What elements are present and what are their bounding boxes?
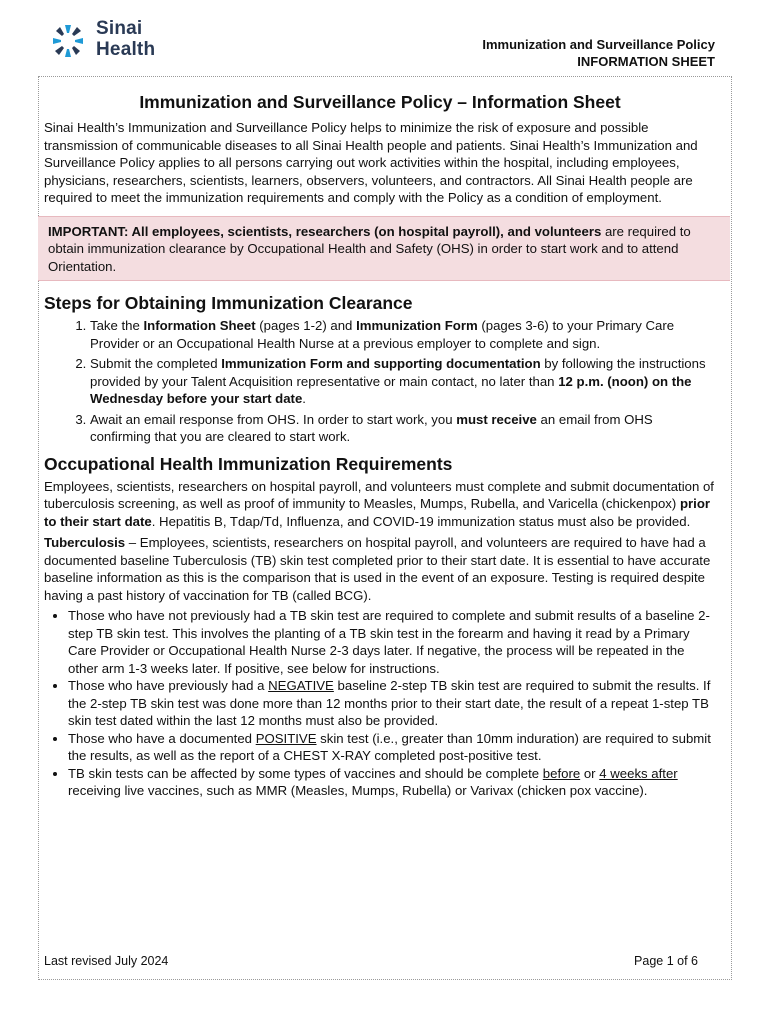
step-item: 2. Submit the completed Immunization Form and supporting documentation by following the instructions provided by your Talent Acquisition representative or main contact, no later than 12 p.m. (noon) on the Wednesday before your start date. bbox=[90, 355, 716, 408]
list-item: • TB skin tests can be affected by some types of vaccines and should be complete before or 4 weeks after receiving live vaccines, such as MMR (Measles, Mumps, Rubella) or Varivax (chicken pox vaccine). bbox=[68, 765, 716, 800]
logo-wordmark bbox=[96, 18, 155, 60]
footer-revised-date: Last revised July 2024 bbox=[44, 954, 169, 968]
list-item: • Those who have a documented POSITIVE skin test (i.e., greater than 10mm induration) are required to submit the results, as well as the report of a CHEST X-RAY completed post-positive test. bbox=[68, 730, 716, 765]
list-item: • Those who have previously had a NEGATIVE baseline 2-step TB skin test are required to submit the results. If the 2-step TB skin test was done more than 12 months prior to their start date, the result of a repeat 1-step TB skin test dated within the last 12 months must also be provided. bbox=[68, 677, 716, 730]
steps-list bbox=[44, 317, 716, 446]
document-header bbox=[482, 36, 715, 70]
requirements-heading: Occupational Health Immunization Requirements bbox=[44, 453, 453, 474]
step-item: 3. Await an email response from OHS. In order to start work, you must receive an email from OHS confirming that you are cleared to start work. bbox=[90, 411, 716, 446]
header-title-line-1: Immunization and Surveillance Policy bbox=[482, 37, 715, 52]
requirements-intro: Employees, scientists, researchers on hospital payroll, and volunteers must complete and submit documentation of tuberculosis screening, as well as proof of immunity to Measles, Mumps, Rubella, and Varicella (chickenpox) prior to their start date. Hepatitis B, Tdap/Td, Influenza, and COVID-19 immunization status must also be provided. bbox=[44, 478, 714, 529]
important-bold: IMPORTANT: All employees, scientists, researchers (on hospital payroll), and volunteers bbox=[48, 223, 602, 239]
intro-paragraph: Sinai Health’s Immunization and Surveillance Policy helps to minimize the risk of exposure and possible transmission of communicable diseases to all Sinai Health people and patients. Sinai Health’s Immunization and Surveillance Policy applies to all persons carrying out work activities within the hospital, including employees, physicians, researchers, scientists, learners, observers, volunteers, and contractors. All Sinai Health people are required to meet the immunization requirements and comply with the Policy as a condition of employment. bbox=[44, 120, 698, 205]
logo-line-1: Sinai bbox=[96, 18, 143, 39]
steps-heading: Steps for Obtaining Immunization Clearance bbox=[44, 293, 413, 313]
important-notice bbox=[38, 216, 730, 282]
tb-requirements-list bbox=[44, 607, 716, 800]
tuberculosis-paragraph: Tuberculosis – Employees, scientists, researchers on hospital payroll, and volunteers are required to have had a documented baseline Tuberculosis (TB) skin test completed prior to their start date. It is essential to have accurate baseline information as this is the comparison that is used in the event of an exposure. Testing is required despite having a past history of vaccination for TB (called BCG). bbox=[44, 535, 711, 603]
header-title-line-2: INFORMATION SHEET bbox=[577, 54, 715, 69]
step-item: 1. Take the Information Sheet (pages 1-2) and Immunization Form (pages 3-6) to your Primary Care Provider or an Occupational Health Nurse at a previous employer to complete and sign. bbox=[90, 317, 716, 352]
list-item: • Those who have not previously had a TB skin test are required to complete and submit results of a baseline 2-step TB skin test. This involves the planting of a TB skin test in the forearm and having it read by a Primary Care Provider or Occupational Health Nurse 2-3 days later. If negative, the process will be repeated in the other arm 1-3 weeks later. If positive, see below for instructions. bbox=[68, 607, 716, 677]
logo-line-2: Health bbox=[96, 39, 156, 60]
page-title: Immunization and Surveillance Policy – Information Sheet bbox=[139, 92, 621, 112]
important-rest: are required to obtain immunization clearance by Occupational Health and Safety (OHS) in order to start work and to attend Orientation. bbox=[48, 223, 691, 274]
footer-page-number: Page 1 of 6 bbox=[634, 954, 698, 968]
main-content bbox=[44, 92, 716, 800]
